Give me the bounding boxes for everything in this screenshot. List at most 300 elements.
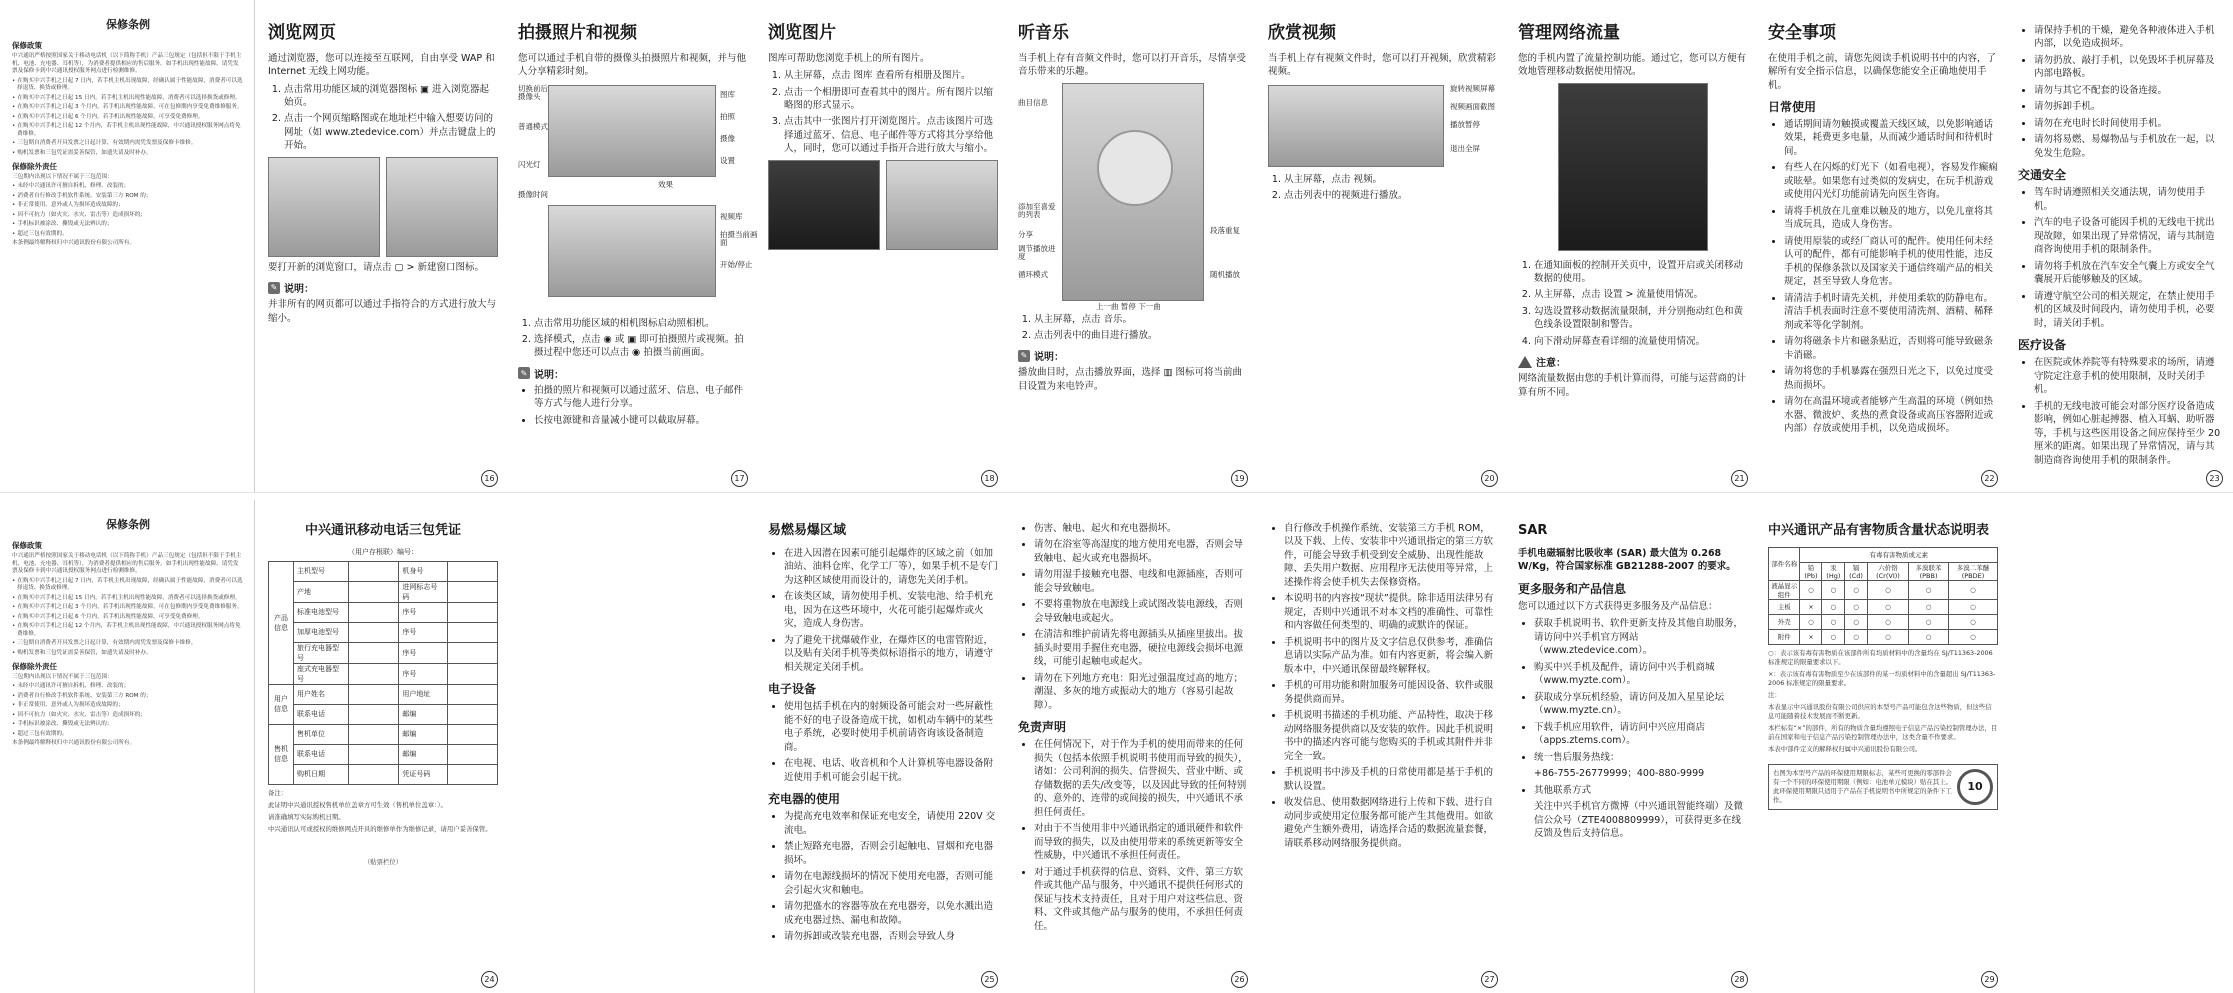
warranty-text: • 手机标识被涂改、撕毁或无法辨认的； [12,221,244,229]
warranty-exclusion-heading: 保修除外责任 [12,161,57,171]
warranty-text: • 非正常使用、意外或人为损坏造成故障的； [12,702,244,710]
warranty-text: • 因不可抗力（如火灾、水灾、雷击等）造成损坏的； [12,712,244,720]
page-number: 25 [981,971,998,988]
page-title: 浏览网页 [268,23,336,43]
warranty-text: • 购机发票和三包凭证需妥善保管，如遗失请及时补办。 [12,150,244,158]
table-cell: 液晶显示组件 [1769,580,1800,599]
safety-bullet: • 请保持手机的干燥，避免各种液体进入手机内部，以免造成损坏。 [2034,24,2223,51]
page-number: 19 [1231,470,1248,487]
table-cell: ○ [1867,599,1908,614]
table-row [1769,547,1998,562]
disclaimer-bullet: • 手机说明书中涉及手机的日常使用都是基于手机的默认设置。 [1284,766,1498,793]
page-number: 23 [2206,470,2223,487]
table-cell: 主板 [1769,599,1800,614]
page-fold-line [254,0,255,492]
hotline-number: +86-755-26779999；400-880-9999 [1534,768,1705,780]
table-cell: 联系电话 [294,744,349,764]
warranty-text: 中兴通讯严格按照国家关于移动电话机（以下简称手机）产品三包规定（包括但不限于手机主机、电池、充电器、耳机等），为消费者提供相应的售后服务。如手机出现性能故障，请凭发票及保修卡到中兴通讯授权服务网点进行检测维修。 [12,553,242,575]
table-cell: 用户姓名 [294,684,349,704]
safety-bullet: • 汽车的电子设备可能因手机的无线电干扰出现故障，如果出现了异常情况，请与其制造商咨询使用手机的限制条件。 [2034,216,2223,256]
camera-video-screenshot [548,205,716,297]
step-item: 1. 从主屏幕，点击 音乐。 [1034,313,1248,326]
disclaimer-bullet: • 在任何情况下，对于作为手机的使用而带来的任何损失（包括本依照手机说明书使用而导致的损失），诸如：公司利润的损失、信誉损失、营业中断、或存储数据的丢失/改变等，以及因此导致的任何特别的、意外的、连带的或间接的损失，中兴通讯不承担任何责任。 [1034,738,1248,819]
warranty-policy-heading: 保修政策 [12,541,42,550]
callout-label: 设置 [720,155,735,165]
callout-label: 拍摄当前画面 [720,229,758,248]
page-disclaimer-continued [1258,500,1508,993]
table-header-cell: 多溴二苯醚 (PBDE) [1949,562,1998,580]
row-divider [0,492,2233,493]
safety-bullet: • 在医院或休养院等有特殊要求的场所，请遵守院定注意手机的使用限制，及时关闭手机。 [2034,356,2223,396]
page-camera [508,0,758,492]
stamp-area-label: （贴票栏位） [363,857,403,866]
callout-label: 摄像时间 [518,189,548,199]
page-number: 26 [1231,971,1248,988]
safety-bullet: • 为了避免干扰爆破作业，在爆炸区的电雷管附近，以及贴有关闭手机等类似标语指示的地方，请遵守相关规定关闭手机。 [784,634,998,674]
intro-text: 当手机上存有音频文件时，您可以打开音乐，尽情享受音乐带来的乐趣。 [1018,52,1247,78]
callout-label: 图库 [720,89,735,99]
safety-bullet: • 为提高充电效率和保证充电安全，请使用 220V 交流电。 [784,810,998,837]
table-row [269,724,498,744]
page-data-usage [1508,0,1758,492]
warranty-text: 本条例最终解释权归中兴通讯股份有限公司所有。 [12,240,136,247]
safety-bullet: • 请勿把盛水的容器等放在充电器旁，以免水溅出造成充电器过热、漏电和故障。 [784,900,998,927]
warranty-text: • 超过三包有效期的。 [12,731,244,739]
page-fold-line [254,500,255,993]
step-item: 1. 从主屏幕，点击 图库 查看所有相册及图片。 [784,69,998,82]
safety-bullet: • 请勿在高温环境或者能够产生高温的环境（例如热水器、微波炉、炙热的煮食设备或高压容器附近或内部）存放或使用手机，以免造成损坏。 [1784,395,1998,435]
callout-label: 普通模式 [518,121,548,131]
step-item: 1. 点击常用功能区域的相机图标启动照相机。 [534,317,748,330]
browser-screenshot [268,157,380,257]
warranty-text: • 消费者自行修改手机软件系统、安装第三方 ROM 的； [12,193,244,201]
table-cell: 联系电话 [294,704,349,724]
card-subtitle: （用户存根联）编号： [348,547,418,556]
safety-bullet: • 请勿在充电时长时间使用手机。 [2034,117,2223,130]
warranty-title: 保修条例 [106,18,150,31]
service-bullet: • 其他联系方式 [1534,784,1748,797]
page-sar-services [1508,500,1758,993]
table-cell: 凭证号码 [399,764,447,784]
page-number: 24 [481,971,498,988]
notes-label: 注： [1768,690,1781,699]
service-bullet: 关注中兴手机官方微博（中兴通讯智能终端）及微信公众号（ZTE4008809999），可获得更多在线反馈及售后支持信息。 [1534,801,1744,840]
table-cell: ○ [1867,580,1908,599]
callout-label: 效果 [658,179,673,189]
warranty-card-table [268,561,498,785]
table-cell: 邮编 [399,724,447,744]
table-cell: 序号 [399,622,447,642]
camera-photo-screenshot [548,85,716,177]
safety-bullet: • 禁止短路充电器，否则会引起触电、冒烟和充电器损坏。 [784,840,998,867]
page-title: 拍摄照片和视频 [518,23,637,43]
disclaimer-bullet: • 自行修改手机操作系统、安装第三方手机 ROM，以及下载、上传、安装非中兴通讯指定的第三方软件，可能会导致手机受到安全威胁、出现性能故障、丢失用户数据、应用程序无法使用等异常，上述操作将会使手机失去保修资格。 [1284,522,1498,589]
warranty-policy-heading: 保修政策 [12,41,42,50]
callout-label: 视频画面截图 [1450,101,1495,111]
notes-label: 备注： [268,788,288,797]
page-number: 18 [981,470,998,487]
note-bullet: • 长按电源键和音量减小键可以截取屏幕。 [534,414,748,427]
safety-bullet: • 在电视、电话、收音机和个人计算机等电器设备附近使用手机可能会引起干扰。 [784,757,998,784]
table-cell: 外壳 [1769,614,1800,629]
callout-label: 曲目信息 [1018,97,1048,107]
intro-text: 您可以通过以下方式获得更多服务及产品信息： [1518,600,1718,612]
table-header-cell: 镉 (Cd) [1845,562,1868,580]
section-heading: 交通安全 [2018,168,2067,183]
music-diagram [1018,83,1248,313]
page-title: 听音乐 [1018,23,1069,43]
safety-bullet: • 请勿将易燃、易爆物品与手机放在一起，以免发生危险。 [2034,133,2223,160]
table-note: 本栏标有“×”的部件，所有的物质含量均遵照电子信息产品污染控制管理办法，目前在国家和电子信息产品污染控制管理办法中，这类含量不作要求。 [1768,723,1998,741]
note-label: 说明： [534,369,564,381]
safety-bullet: • 请勿用湿手接触充电器、电线和电源插座，否则可能会导致触电。 [1034,568,1248,595]
intro-text: 您的手机内置了流量控制功能。通过它，您可以方便有效地管理移动数据使用情况。 [1518,52,1747,78]
table-row [269,602,498,622]
warranty-text: • 三包期自消费者开具发票之日起计算，有效期内需凭发票及保修卡维修。 [12,640,244,648]
browser-screenshots [268,157,498,257]
page-number: 21 [1731,470,1748,487]
note-label: 说明： [1034,352,1064,364]
page-gallery [758,0,1008,492]
step-item: 2. 点击列表中的曲目进行播放。 [1034,329,1248,342]
step-item: 2. 点击列表中的视频进行播放。 [1284,189,1498,202]
warranty-text: • 因不可抗力（如火灾、水灾、雷击等）造成损坏的； [12,212,244,220]
callout-label: 摄像 [720,133,735,143]
page-music [1008,0,1258,492]
table-cell: ○ [1800,580,1822,599]
environmental-period-text: 右图为本型号产品的环保使用期限标志，某些可更换的零部件会有一个不同的环保使用期限（例如：电池单元模块）贴在其上。此环保使用期限只适用于产品在手机说明书中所规定的条件下工作。 [1773,768,1952,804]
warranty-text: • 消费者自行修改手机软件系统、安装第三方 ROM 的； [12,693,244,701]
safety-bullet: • 请使用原装的或经厂商认可的配件。使用任何未经认可的配件，都有可能影响手机的使用性能，违反手机的保修条款以及国家关于通信终端产品的相关规定，甚至导致人身危害。 [1784,235,1998,289]
table-row [1769,599,1998,614]
warning-text: 网络流量数据由您的手机计算而得，可能与运营商的计算有所不同。 [1518,373,1747,398]
note-text: 并非所有的网页都可以通过手指符合的方式进行放大与缩小。 [268,299,497,324]
warranty-title: 保修条例 [106,518,150,531]
warranty-page-bottom [0,500,252,993]
service-bullet: • 购买中兴手机及配件，请访问中兴手机商城（www.myzte.com）。 [1534,661,1748,688]
table-cell: 序号 [399,602,447,622]
table-cell: 主机型号 [294,561,349,581]
camera-diagram [518,83,758,317]
table-cell: 产地 [294,581,349,602]
environmental-period-logo-icon: 10 [1957,769,1993,805]
table-row [269,764,498,784]
page-title: 安全事项 [1768,23,1836,43]
safety-bullet: • 请勿与其它不配套的设备连接。 [2034,84,2223,97]
safety-bullet: • 在该类区域，请勿使用手机、安装电池、给手机充电，因为在这些环境中，火花可能引起爆炸或火灾，造成人身伤害。 [784,590,998,630]
page-title: 中兴通讯产品有害物质含量状态说明表 [1768,523,1990,538]
page-number: 29 [1981,971,1998,988]
table-cell: 邮编 [399,704,447,724]
safety-bullet: • 请勿将您的手机暴露在强烈日光之下，以免过度受热而损坏。 [1784,365,1998,392]
table-cell: ○ [1909,629,1949,644]
disclaimer-bullet: • 收发信息、使用数据网络进行上传和下载、进行自动同步或使用定位服务都可能产生其他费用。如欲避免产生额外费用，请选择合适的数据流量套餐，请联系移动网络服务提供商。 [1284,796,1498,850]
table-caption: 有毒有害物质或元素 [1800,547,1998,562]
table-legend: ○：表示该有毒有害物质在该部件所有均质材料中的含量均在 SJ/T11363-2006 标准规定的限量要求以下。 [1768,648,1993,666]
table-header-cell: 六价铬 (Cr(VI)) [1867,562,1908,580]
table-cell: ○ [1822,580,1845,599]
safety-bullet: • 手机的无线电波可能会对部分医疗设备造成影响，例如心脏起搏器、植入耳蜗、助听器等，手机与这些医用设备之间应保持至少 20 厘米的距离。如果出现了异常情况，请与其制造商咨询使用手机的限制条件。 [2034,400,2223,467]
tip-text: 要打开新的浏览窗口，请点击 ▢ > 新建窗口图标。 [268,261,484,273]
safety-bullet: • 通话期间请勿触摸或覆盖天线区域，以免影响通话效果，耗费更多电量，从而减少通话时间和待机时间。 [1784,118,1998,158]
page-number: 28 [1731,971,1748,988]
page-hazard-areas [758,500,1008,993]
warranty-page-top [0,0,252,492]
page-number: 16 [481,470,498,487]
table-legend: ×：表示该有毒有害物质至少在该部件的某一均质材料中的含量超出 SJ/T11363-2006 标准规定的限量要求。 [1768,669,1996,687]
table-cell: 序号 [399,642,447,663]
table-row [1769,614,1998,629]
warranty-text: • 非正常使用、意外或人为损坏造成故障的； [12,202,244,210]
table-cell: ○ [1845,614,1868,629]
intro-text: 图库可帮助您浏览手机上的所有图片。 [768,52,930,64]
warranty-text: • 三包期自消费者开具发票之日起计算，有效期内需凭发票及保修卡维修。 [12,140,244,148]
note-bullet: • 拍摄的照片和视频可以通过蓝牙、信息、电子邮件等方式与他人进行分享。 [534,384,748,411]
note-text: 播放曲目时，点击播放界面，选择 ▥ 图标可将当前曲目设置为来电铃声。 [1018,367,1243,392]
section-heading: 更多服务和产品信息 [1518,581,1627,596]
page-number: 20 [1481,470,1498,487]
table-cell: 机身号 [399,561,447,581]
page-browse-web [258,0,508,492]
warranty-text: • 购机发票和三包凭证需妥善保管，如遗失请及时补办。 [12,650,244,658]
table-cell: 附件 [1769,629,1800,644]
table-cell: 用户信息 [269,684,294,724]
intro-text: 您可以通过手机自带的摄像头拍摄照片和视频，并与他人分享精彩时刻。 [518,52,747,78]
warranty-text: 本条例最终解释权归中兴通讯股份有限公司所有。 [12,740,136,747]
disclaimer-bullet: • 对于通过手机获得的信息、资料、文件、第三方软件或其他产品与服务，中兴通讯不提供任何形式的保证与技术支持责任，且对于用户对这些信息、资料、文件或其他产品与服务的使用，不承担任何责任。 [1034,866,1248,933]
warranty-text: • 在购买中兴手机之日起 6 个月内，若手机出现性能故障，可享受免费修理。 [12,114,244,122]
page-disclaimer [1008,500,1258,993]
page-number: 22 [1981,470,1998,487]
note-icon: ✎ [268,282,280,294]
callout-label: 拍照 [720,111,735,121]
safety-bullet: • 驾车时请遵照相关交通法规，请勿使用手机。 [2034,186,2223,213]
safety-bullet: • 伤害、触电、起火和充电器损坏。 [1034,522,1248,535]
video-diagram [1268,83,1498,173]
table-cell: 产品信息 [269,561,294,684]
gallery-screenshot [886,160,998,250]
page-warranty-card [258,500,508,993]
step-item: 1. 点击常用功能区域的浏览器图标 ▣ 进入浏览器起始页。 [284,83,498,110]
table-cell: ○ [1909,580,1949,599]
callout-label: 分享 [1018,229,1033,239]
table-cell: 售机信息 [269,724,294,784]
section-heading: 电子设备 [768,682,817,697]
service-bullet: • 获取成分享玩机经验，请访问及加入星星论坛（www.myzte.cn）。 [1534,691,1748,718]
safety-bullet: • 请勿在浴室等高湿度的地方使用充电器，否则会导致触电、起火或充电器损坏。 [1034,538,1248,565]
table-cell: ○ [1909,614,1949,629]
table-row [269,744,498,764]
card-note: 请准确填写实际购机日期。 [268,812,345,821]
page-title: 管理网络流量 [1518,23,1620,43]
environmental-period-box [1768,764,1998,810]
safety-bullet: • 请勿将手机放在汽车安全气囊上方或安全气囊展开后能够触及的区域。 [2034,260,2223,287]
warranty-text: • 在购买中兴手机之日起 3 个月内，若手机出现性能故障，可在包修期内享受免费维修服务。 [12,604,244,612]
note-icon: ✎ [518,367,530,379]
safety-bullet: • 请遵守航空公司的相关规定，在禁止使用手机的区域及时间段内，请勿使用手机，必要时，请关闭手机。 [2034,290,2223,330]
table-row [1769,580,1998,599]
warranty-text: 三包期内出现以下情况不属于三包范围： [12,673,113,680]
table-cell: 用户地址 [399,684,447,704]
table-cell: 邮编 [399,744,447,764]
callout-label: 闪光灯 [518,159,541,169]
table-cell: ○ [1909,599,1949,614]
table-cell: ○ [1822,629,1845,644]
note-icon: ✎ [1018,350,1030,362]
safety-bullet: • 不要将重物放在电源线上或试图改装电源线，否则会导致触电或起火。 [1034,598,1248,625]
warranty-text: • 手机标识被涂改、撕毁或无法辨认的； [12,721,244,729]
disclaimer-bullet: • 对由于不当使用非中兴通讯指定的通讯硬件和软件而导致的损失，以及由使用带来的系统更新等安全性威胁，中兴通讯不承担任何责任。 [1034,822,1248,862]
table-cell: ○ [1822,599,1845,614]
warranty-text: 中兴通讯严格按照国家关于移动电话机（以下简称手机）产品三包规定（包括但不限于手机主机、电池、充电器、耳机等），为消费者提供相应的售后服务。如手机出现性能故障，请凭发票及保修卡到中兴通讯授权服务网点进行检测维修。 [12,53,242,75]
service-bullet: • 获取手机说明书、软件更新支持及其他自助服务，请访问中兴手机官方网站（www.ztedevice.com）。 [1534,617,1748,657]
safety-bullet: • 请勿拆卸手机。 [2034,100,2223,113]
table-note: 本表中部件定义的解释权归属中兴通讯股份有限公司。 [1768,744,1922,753]
section-heading: 医疗设备 [2018,338,2067,353]
step-item: 3. 勾选设置移动数据流量限制，并分别拖动红色和黄色线条设置限制和警告。 [1534,305,1748,332]
table-row [1769,629,1998,644]
warranty-text: 三包期内出现以下情况不属于三包范围： [12,173,113,180]
page-video [1258,0,1508,492]
table-cell: ○ [1949,599,1998,614]
safety-bullet: • 请勿在电源线损坏的情况下使用充电器，否则可能会引起火灾和触电。 [784,870,998,897]
table-cell: × [1800,599,1822,614]
gallery-screenshots [768,160,998,250]
table-note: 本表显示中兴通讯股份有限公司供应的本型号产品可能包含这些物质，但这些信息可能随着技术发展而不断更新。 [1768,702,1992,720]
table-cell: 标准电池型号 [294,602,349,622]
warranty-text: • 在购买中兴手机之日起 3 个月内，若手机出现性能故障，可在包修期内享受免费维修服务。 [12,104,244,112]
warranty-text: • 未经中兴通讯许可擅自拆机、修理、改装的； [12,183,244,191]
intro-text: 在使用手机之前，请您先阅读手机说明书中的内容，了解所有安全指示信息，以确保您能安全正确地使用手机。 [1768,52,1997,91]
warranty-text: • 未经中兴通讯许可擅自拆机、修理、改装的； [12,683,244,691]
page-title: SAR [1518,523,1548,538]
table-row [269,663,498,684]
table-cell: ○ [1949,580,1998,599]
intro-text: 当手机上存有视频文件时，您可以打开视频，欣赏精彩视频。 [1268,52,1497,78]
browser-screenshot [386,157,498,257]
table-row [269,642,498,663]
warranty-exclusion-heading: 保修除外责任 [12,661,57,671]
safety-bullet: • 请勿拆卸或改装充电器，否则会导致人身 [784,930,998,943]
callout-label: 视频库 [720,211,743,221]
disclaimer-bullet: • 本说明书的内容按“现状”提供。除非适用法律另有规定，否则中兴通讯不对本文档的准确性、可靠性和内容做任何类型的、明确的或默许的保证。 [1284,592,1498,632]
music-player-screenshot [1062,83,1204,301]
page-title: 浏览图片 [768,23,836,43]
step-item: 1. 从主屏幕，点击 视频。 [1284,173,1498,186]
table-cell: ○ [1845,629,1868,644]
table-cell: 座式充电器型号 [294,663,349,684]
table-cell: 进网标志号码 [399,581,447,602]
warranty-text: • 超过三包有效期的。 [12,231,244,239]
table-cell: ○ [1867,629,1908,644]
table-cell: ○ [1867,614,1908,629]
table-header-cell: 多溴联苯 (PBB) [1909,562,1949,580]
step-item: 4. 向下滑动屏幕查看详细的流量使用情况。 [1534,335,1748,348]
safety-bullet: • 有些人在闪烁的灯光下（如看电视），容易发作癫痫或眩晕。如果您有过类似的发病史，在玩手机游戏或使用闪光灯功能前请先向医生咨询。 [1784,161,1998,201]
page-title: 中兴通讯移动电话三包凭证 [304,523,461,538]
safety-bullet: • 请将手机放在儿童难以触及的地方，以免儿童将其当成玩具，造成人身伤害。 [1784,205,1998,232]
callout-label: 开始/停止 [720,259,753,269]
page-hazardous-substances [1758,500,2008,993]
warning-label: 注意： [1536,358,1566,370]
safety-bullet: • 使用包括手机在内的射频设备可能会对一些屏蔽性能不好的电子设备造成干扰，如机动车辆中的某些电子系统，必要时使用手机前请咨询该设备制造商。 [784,700,998,754]
table-cell: ○ [1800,614,1822,629]
warranty-text: • 在购买中兴手机之日起 12 个月内，若手机主机出现性能故障，中兴通讯授权服务网点将免费维修。 [12,123,244,138]
step-item: 2. 点击一个相册即可查看其中的图片。所有图片以缩略图的形式显示。 [784,86,998,113]
gallery-screenshot [768,160,880,250]
page-safety [1758,0,2008,492]
safety-bullet: • 在清洁和维护前请先将电源插头从插座里拔出。拔插头时要用手握住充电器，硬拉电源线会损坏电源线，可能引起触电或起火。 [1034,628,1248,668]
warranty-text: • 在购买中兴手机之日起 15 日内，若手机主机出现性能故障，消费者可以选择换货或修理。 [12,595,244,603]
table-row [269,684,498,704]
warning-icon [1518,356,1532,368]
callout-label: 旋转视频屏幕 [1450,83,1495,93]
table-cell: 购机日期 [294,764,349,784]
service-bullet: • 统一售后服务热线： [1534,751,1748,764]
table-cell: 加厚电池型号 [294,622,349,642]
callout-label: 上一曲 暂停 下一曲 [1096,301,1161,311]
page-title: 易燃易爆区域 [768,523,847,538]
step-item: 3. 点击其中一张图片打开浏览图片。点击该图片可选择通过蓝牙、信息、电子邮件等方式将其分享给他人，同时，您可以通过手指开合进行放大与缩小。 [784,115,998,155]
safety-bullet: • 请勿将磁条卡片和磁条贴近，否则将可能导致磁条卡消磁。 [1784,335,1998,362]
safety-bullet: • 在进入因潜在因素可能引起爆炸的区域之前（如加油站、油料仓库、化学工厂等），如果手机不是专门为这种区域使用而设计的，请您先关闭手机。 [784,547,998,587]
safety-bullet: • 请清洁手机时请先关机，并使用柔软的防静电布。清洁手机表面时注意不要使用清洗剂、酒精、稀释剂或苯等化学制剂。 [1784,292,1998,332]
step-item: 2. 选择模式，点击 ◉ 或 ▣ 即可拍摄照片或视频。拍摄过程中您还可以点击 ◉ 拍摄当前画面。 [534,333,748,360]
callout-label: 循环模式 [1018,269,1048,279]
callout-label: 播放暂停 [1450,119,1480,129]
page-title: 欣赏视频 [1268,23,1336,43]
table-header-cell: 铅 (Pb) [1800,562,1822,580]
page-number: 27 [1481,971,1498,988]
disclaimer-bullet: • 手机的可用功能和附加服务可能因设备、软件或服务提供商而异。 [1284,679,1498,706]
table-cell: ○ [1822,614,1845,629]
data-usage-screenshot [1558,83,1708,251]
table-cell: 旅行充电器型号 [294,642,349,663]
table-cell: ○ [1949,629,1998,644]
callout-label: 添加至喜爱的列表 [1018,201,1056,220]
table-cell: ○ [1845,599,1868,614]
section-heading: 日常使用 [1768,100,1817,114]
table-row [269,581,498,602]
section-heading: 充电器的使用 [768,792,841,807]
table-header-cell: 部件名称 [1769,547,1800,580]
callout-label: 切换前后摄像头 [518,83,548,102]
table-cell: ○ [1949,614,1998,629]
table-cell: ○ [1845,580,1868,599]
substance-table [1768,547,1998,645]
section-heading: 免责声明 [1018,720,1067,735]
card-note: 中兴通讯认可或授权的维修网点开具的维修单作为维修记录，请用户妥善保管。 [268,824,492,833]
album-disc [1097,130,1173,206]
warranty-text: • 在购买中兴手机之日起 7 日内，若手机主机出现故障，经确认属于性能故障，消费者可以选择退货、换货或修理。 [12,578,244,593]
step-item: 2. 从主屏幕，点击 设置 > 流量使用情况。 [1534,288,1748,301]
step-item: 1. 在通知面板的控制开关页中，设置开启或关闭移动数据的使用。 [1534,259,1748,286]
warranty-text: • 在购买中兴手机之日起 7 日内，若手机主机出现故障，经确认属于性能故障，消费者可以选择退货、换货或修理。 [12,78,244,93]
callout-label: 段落重复 [1210,225,1240,235]
table-cell: 序号 [399,663,447,684]
table-cell: 售机单位 [294,724,349,744]
callout-label: 随机播放 [1210,269,1240,279]
sar-text: 手机电磁辐射比吸收率 (SAR) 最大值为 0.268 W/Kg，符合国家标准 GB21288-2007 的要求。 [1518,547,1736,573]
table-cell: × [1800,629,1822,644]
callout-label: 退出全屏 [1450,143,1480,153]
callout-label: 调节播放进度 [1018,243,1056,262]
table-row [269,704,498,724]
safety-bullet: • 请勿在下列地方充电：阳光过强温度过高的地方；潮湿、多灰的地方或振动大的地方（容易引起故障）。 [1034,672,1248,712]
table-row [269,622,498,642]
table-row [269,561,498,581]
safety-bullet: • 请勿扔放、敲打手机，以免毁坏手机屏幕及内部电路板。 [2034,54,2223,81]
